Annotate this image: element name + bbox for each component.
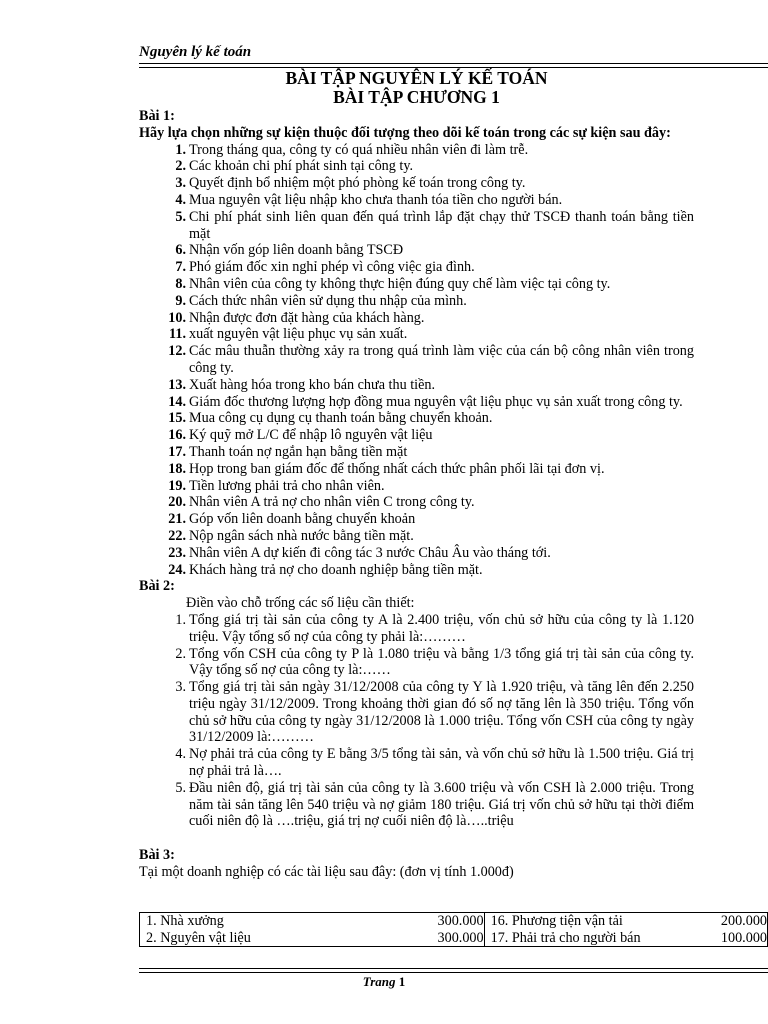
bai1-item (139, 444, 694, 461)
item-text: Nhận được đơn đặt hàng của khách hàng. (189, 309, 425, 326)
item-number: 15. (168, 410, 186, 427)
item-text: Góp vốn liên doanh bằng chuyển khoản (189, 511, 416, 528)
cell-right-value: 100.000 (720, 929, 767, 946)
item-text: Các khoản chi phí phát sinh tại công ty. (189, 158, 414, 175)
running-header: Nguyên lý kế toán (139, 44, 252, 60)
item-number: 17. (168, 443, 186, 460)
main-title: BÀI TẬP NGUYÊN LÝ KẾ TOÁN (285, 68, 548, 88)
bai3-intro: Tại một doanh nghiệp có các tài liệu sau đây: (đơn vị tính 1.000đ) (139, 864, 514, 881)
item-text: Cách thức nhân viên sử dụng thu nhập của mình. (189, 292, 467, 309)
asset-table-body (140, 913, 768, 947)
item-number: 19. (168, 477, 186, 494)
bai2-intro: Điền vào chỗ trống các số liệu cần thiết: (186, 595, 415, 612)
item-text: Xuất hàng hóa trong kho bán chưa thu tiền. (189, 376, 436, 393)
item-text: xuất nguyên vật liệu phục vụ sản xuất. (189, 326, 408, 343)
page-footer (0, 974, 768, 990)
bai1-item (139, 259, 694, 276)
bai1-item (139, 158, 694, 175)
footer-label: Trang (362, 974, 396, 989)
bai1-heading: Bài 1: (139, 108, 175, 124)
item-text: Đầu niên độ, giá trị tài sản của công ty là 3.600 triệu và vốn CSH là 2.000 triệu. Trong năm tài sản tăng lên 540 triệu và nợ giảm 180 triệu. Giá trị vốn chủ sở hữu tại thời điểm cuối niên độ là ….triệu, giá trị nợ cuối niên độ là…..triệu (189, 779, 694, 830)
item-number: 1. (175, 141, 186, 158)
item-text: Nợ phải trả của công ty E bằng 3/5 tổng tài sản, và vốn chủ sở hữu là 1.500 triệu. Giá trị nợ phải trả là…. (189, 746, 694, 780)
item-text: Tiền lương phải trả cho nhân viên. (189, 477, 385, 494)
item-number: 2. (175, 158, 186, 175)
bai1-question: Hãy lựa chọn những sự kiện thuộc đối tượng theo dõi kế toán trong các sự kiện sau đây: (139, 124, 671, 141)
bai1-item (139, 461, 694, 478)
bai2-list (139, 612, 694, 830)
item-number: 11. (169, 326, 186, 343)
title-block (139, 69, 694, 107)
item-text: Giám đốc thương lượng hợp đồng mua nguyên vật liệu phục vụ sản xuất trong công ty. (189, 393, 683, 410)
asset-table (139, 912, 768, 947)
document-body (139, 69, 694, 881)
bai1-item (139, 377, 694, 394)
bai1-item (139, 545, 694, 562)
bai1-item (139, 478, 694, 495)
cell-right-label: 16. Phương tiện vận tải (484, 913, 640, 930)
item-text: Tổng giá trị tài sản của công ty A là 2.400 triệu, vốn chủ sở hữu của công ty là 1.120 triệu. Vậy tổng số nợ của công ty phải là:……… (189, 611, 694, 645)
item-text: Các mâu thuẫn thường xảy ra trong quá trình làm việc của cán bộ công nhân viên trong công ty. (189, 343, 694, 376)
bai2-item (139, 780, 694, 830)
item-number: 24. (168, 561, 186, 578)
item-text: Mua nguyên vật liệu nhập kho chưa thanh tóa tiền cho người bán. (189, 191, 563, 208)
item-text: Nhân viên A trả nợ cho nhân viên C trong công ty. (189, 494, 475, 511)
item-number: 18. (168, 460, 186, 477)
item-number: 7. (175, 259, 186, 276)
bai2-item (139, 746, 694, 780)
bai1-item (139, 326, 694, 343)
cell-right-value: 200.000 (720, 913, 767, 929)
item-number: 9. (175, 292, 186, 309)
bai1-item (139, 242, 694, 259)
bai1-item (139, 142, 694, 159)
bai1-item (139, 528, 694, 545)
item-number: 5. (175, 208, 186, 225)
cell-right-label: 17. Phải trả cho người bán (484, 930, 640, 947)
bai1-item (139, 562, 694, 579)
bai2-item (139, 612, 694, 646)
table-row (140, 930, 768, 947)
item-number: 5. (175, 779, 186, 796)
bai1-item (139, 494, 694, 511)
page-number: 1 (398, 974, 406, 989)
item-number: 8. (175, 275, 186, 292)
item-number: 14. (168, 393, 186, 410)
item-number: 3. (175, 175, 186, 192)
item-number: 12. (168, 343, 186, 360)
bai1-item (139, 209, 694, 243)
item-number: 10. (168, 309, 186, 326)
bai2-item (139, 679, 694, 746)
bai1-item (139, 175, 694, 192)
bai1-item (139, 394, 694, 411)
footer-rule (139, 968, 768, 973)
spacer (139, 830, 694, 847)
item-number: 6. (175, 242, 186, 259)
bai1-item (139, 293, 694, 310)
item-number: 3. (175, 679, 186, 696)
bai2-heading: Bài 2: (139, 578, 175, 595)
item-text: Phó giám đốc xin nghỉ phép vì công việc gia đình. (189, 259, 475, 276)
bai1-item (139, 511, 694, 528)
bai3-heading: Bài 3: (139, 847, 175, 864)
bai1-item (139, 427, 694, 444)
item-text: Nhân viên của công ty không thực hiện đúng quy chế làm việc tại công ty. (189, 275, 611, 292)
item-text: Mua công cụ dụng cụ thanh toán bằng chuyển khoản. (189, 410, 493, 427)
item-number: 20. (168, 494, 186, 511)
item-text: Trong tháng qua, công ty có quá nhiều nhân viên đi làm trễ. (189, 141, 529, 158)
item-text: Chi phí phát sinh liên quan đến quá trình lắp đặt chạy thử TSCĐ thanh toán bằng tiền mặt (189, 208, 694, 242)
cell-left-value: 300.000 (437, 913, 484, 929)
bai1-item (139, 343, 694, 377)
item-number: 21. (168, 511, 186, 528)
item-text: Nhận vốn góp liên doanh bằng TSCĐ (189, 242, 404, 259)
cell-left-label: 2. Nguyên vật liệu (146, 929, 251, 946)
item-number: 23. (168, 544, 186, 561)
bai1-item (139, 410, 694, 427)
bai1-item (139, 192, 694, 209)
item-text: Ký quỹ mở L/C để nhập lô nguyên vật liệu (189, 427, 433, 444)
bai1-list (139, 142, 694, 579)
item-text: Nhân viên A dự kiến đi công tác 3 nước Châu Âu vào tháng tới. (189, 544, 551, 561)
item-text: Khách hàng trả nợ cho doanh nghiệp bằng tiền mặt. (189, 561, 483, 578)
cell-left-value: 300.000 (437, 929, 484, 946)
item-number: 22. (168, 527, 186, 544)
item-number: 16. (168, 427, 186, 444)
chapter-title: BÀI TẬP CHƯƠNG 1 (333, 87, 500, 107)
bai1-item (139, 310, 694, 327)
item-number: 1. (175, 611, 186, 628)
item-number: 2. (175, 645, 186, 662)
table-row (140, 913, 768, 930)
item-number: 4. (175, 746, 186, 763)
item-text: Họp trong ban giám đốc để thống nhất cách thức phân phối lãi tại đơn vị. (189, 460, 605, 477)
item-text: Tổng giá trị tài sản ngày 31/12/2008 của công ty Y là 1.920 triệu, và tăng lên đến 2.250 triệu ngày 31/12/2009. Trong khoảng thời gian đó số nợ tăng lên là 350 triệu. Tổng vốn chủ sở hữu của công ty ngày 31/12/2008 là 1.000 triệu. Tổng vốn CSH của công ty ngày 31/12/2009 là:……… (189, 679, 694, 746)
item-number: 13. (168, 376, 186, 393)
item-text: Tổng vốn CSH của công ty P là 1.080 triệu và bằng 1/3 tổng giá trị tài sản của công ty. Vậy tổng số nợ của công ty là:…… (189, 645, 694, 679)
item-text: Thanh toán nợ ngắn hạn bằng tiền mặt (189, 443, 408, 460)
bai1-item (139, 276, 694, 293)
cell-left-label: 1. Nhà xưởng (146, 913, 224, 929)
item-text: Nộp ngân sách nhà nước bằng tiền mặt. (189, 527, 414, 544)
bai2-item (139, 646, 694, 680)
item-text: Quyết định bổ nhiệm một phó phòng kế toán trong công ty. (189, 175, 526, 192)
item-number: 4. (175, 191, 186, 208)
